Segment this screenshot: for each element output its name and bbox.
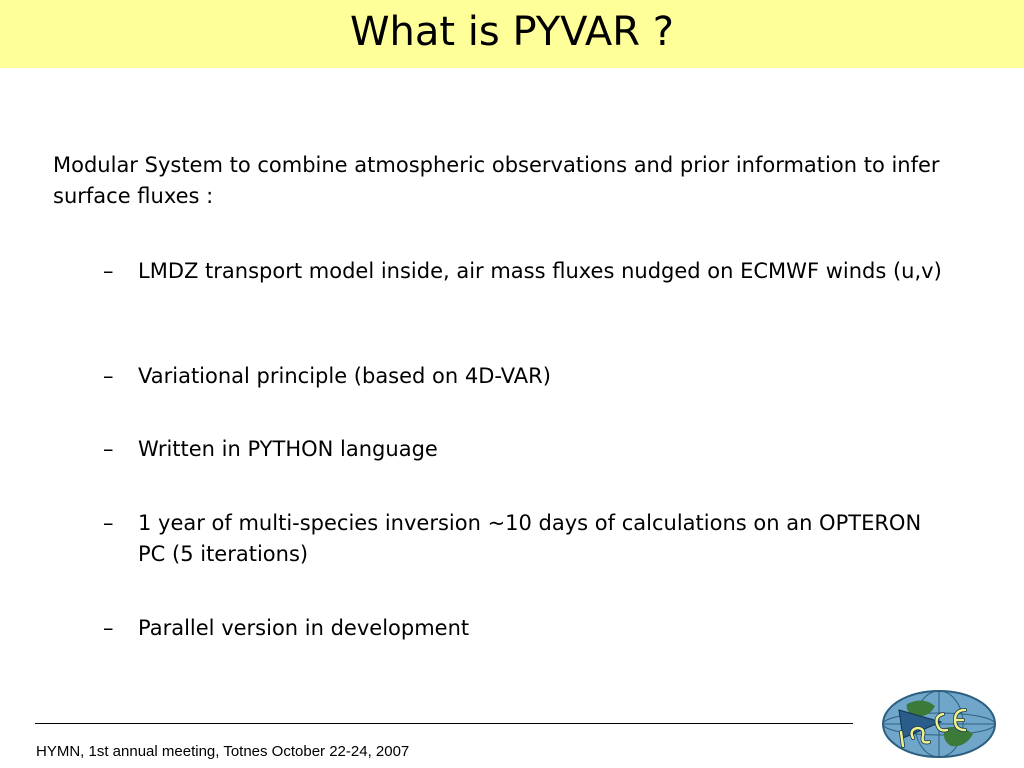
bullet-text: Variational principle (based on 4D-VAR) bbox=[138, 364, 551, 388]
bullet-item bbox=[103, 613, 943, 644]
footer-text: HYMN, 1st annual meeting, Totnes October 22-24, 2007 bbox=[36, 743, 410, 760]
bullet-item bbox=[103, 361, 943, 392]
bullet-text: Written in PYTHON language bbox=[138, 437, 438, 461]
bullet-item bbox=[103, 256, 943, 287]
bullet-marker: – bbox=[103, 364, 114, 388]
bullet-text: 1 year of multi-species inversion ~10 days of calculations on an OPTERON PC (5 iterations) bbox=[138, 511, 922, 566]
footer-divider bbox=[35, 723, 853, 724]
bullet-text: LMDZ transport model inside, air mass fluxes nudged on ECMWF winds (u,v) bbox=[138, 259, 942, 283]
bullet-marker: – bbox=[103, 437, 114, 461]
slide-title: What is PYVAR ? bbox=[349, 9, 675, 55]
bullet-item bbox=[103, 434, 943, 465]
bullet-text: Parallel version in development bbox=[138, 616, 470, 640]
globe-logo-icon bbox=[879, 688, 999, 760]
bullet-marker: – bbox=[103, 511, 114, 535]
intro-paragraph: Modular System to combine atmospheric observations and prior information to infer surface fluxes : bbox=[53, 153, 940, 208]
bullet-marker: – bbox=[103, 259, 114, 283]
bullet-item bbox=[103, 508, 943, 570]
bullet-marker: – bbox=[103, 616, 114, 640]
